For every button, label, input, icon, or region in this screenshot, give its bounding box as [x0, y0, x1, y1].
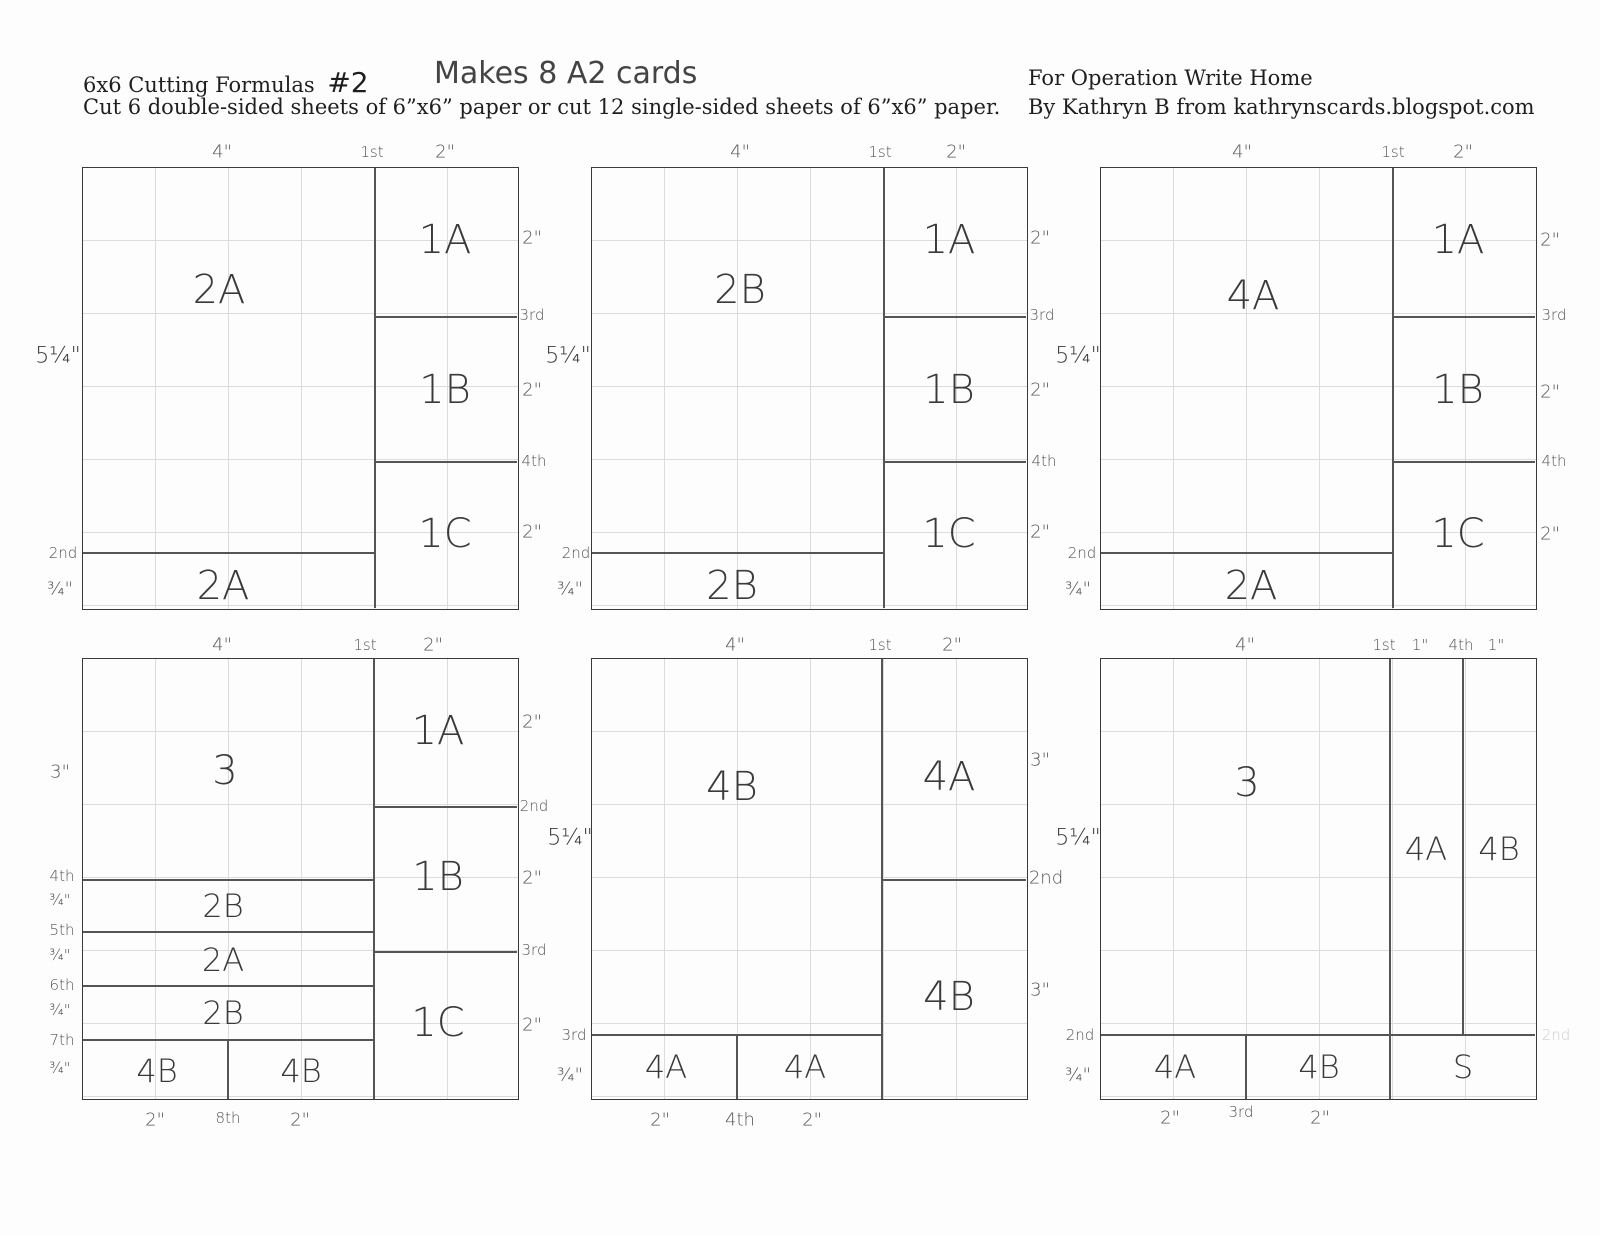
right-dim: 2": [522, 227, 542, 249]
bottom-cut: 4th: [725, 1109, 755, 1131]
top-dim: 2": [1453, 141, 1473, 163]
bottom-cut: 3rd: [1228, 1103, 1254, 1121]
right-dim: 2": [522, 379, 542, 401]
cut-line-1st: [373, 659, 375, 1099]
piece-label: S: [1452, 1048, 1474, 1086]
left-dim: ¾": [557, 578, 583, 600]
right-dim: 2": [1540, 229, 1560, 251]
paper-sheet: [82, 658, 519, 1100]
bottom-dim: 2": [145, 1109, 165, 1131]
piece-label: 2B: [706, 563, 758, 609]
header-title: 6x6 Cutting Formulas: [83, 73, 315, 97]
cut-line-2nd: [373, 806, 517, 808]
cut-line-1st: [1392, 168, 1394, 608]
right-dim: 2": [522, 711, 542, 733]
left-dim: ¾": [49, 1059, 71, 1077]
left-dim: 5¼": [35, 343, 81, 369]
right-dim: 3": [1030, 749, 1050, 771]
cut-line-3rd: [373, 951, 517, 953]
piece-label: 2B: [714, 267, 766, 313]
cut-line-4th: [736, 1034, 738, 1099]
left-dim: ¾": [47, 578, 73, 600]
piece-label: 1B: [412, 854, 464, 900]
left-cut: 5th: [49, 921, 75, 939]
piece-label: 3: [212, 748, 238, 794]
cut-line-2nd: [83, 552, 374, 554]
top-dim: 1": [1487, 636, 1505, 654]
bottom-cut: 8th: [215, 1109, 241, 1127]
paper-sheet: [1100, 167, 1537, 610]
piece-label: 4A: [644, 1048, 688, 1086]
piece-label: 4B: [923, 974, 975, 1020]
cut-line-2nd: [592, 552, 883, 554]
piece-label: 4B: [280, 1052, 322, 1090]
right-cut: 4th: [521, 452, 547, 470]
cut-line-4th: [883, 461, 1026, 463]
cut-line-6th: [83, 985, 373, 987]
header-number: #2: [327, 66, 369, 99]
right-dim: 2": [1030, 227, 1050, 249]
piece-label: 4A: [783, 1048, 827, 1086]
piece-label: 1C: [411, 1000, 465, 1046]
right-cut: 4th: [1541, 452, 1567, 470]
right-dim: 2": [1030, 521, 1050, 543]
cut-line-2nd: [1101, 552, 1392, 554]
top-dim: 2": [423, 634, 443, 656]
left-cut: 3rd: [561, 1026, 587, 1044]
left-cut: 6th: [49, 976, 75, 994]
right-cut: 3rd: [521, 941, 547, 959]
cut-line-1st: [1389, 659, 1391, 1099]
piece-label: 1A: [922, 217, 976, 263]
right-dim: 2": [1540, 523, 1560, 545]
left-dim: 5¼": [545, 343, 591, 369]
right-dim: 2": [1540, 381, 1560, 403]
cut-line-4th: [374, 461, 517, 463]
left-dim: ¾": [49, 946, 71, 964]
top-dim: 2": [435, 141, 455, 163]
cut-line-3rd: [374, 316, 517, 318]
piece-label: 1B: [923, 367, 975, 413]
top-cut: 1st: [868, 143, 892, 161]
left-dim: 5¼": [1055, 825, 1101, 851]
piece-label: 4B: [706, 764, 758, 810]
top-cut: 1st: [360, 143, 384, 161]
right-cut: 4th: [1031, 452, 1057, 470]
piece-label: 3: [1234, 760, 1260, 806]
piece-label: 2B: [202, 887, 244, 925]
paper-sheet: [1100, 658, 1537, 1100]
cut-line-3rd: [883, 316, 1026, 318]
right-dim: 2": [1030, 379, 1050, 401]
cut-line-4th: [83, 879, 373, 881]
paper-sheet: [82, 167, 519, 610]
bottom-dim: 2": [290, 1109, 310, 1131]
bottom-dim: 2": [802, 1109, 822, 1131]
top-dim: 4": [1235, 634, 1255, 656]
piece-label: 4A: [1153, 1048, 1197, 1086]
left-dim: 5¼": [1055, 343, 1101, 369]
piece-label: 1B: [1432, 367, 1484, 413]
left-cut: 2nd: [1065, 1026, 1095, 1044]
cut-line-1st: [374, 168, 376, 608]
makes-note: Makes 8 A2 cards: [434, 56, 698, 91]
top-dim: 4": [725, 634, 745, 656]
cut-line-1st: [883, 168, 885, 608]
top-dim: 4": [212, 141, 232, 163]
piece-label: 1C: [922, 511, 976, 557]
left-cut: 2nd: [1067, 544, 1097, 562]
top-cut: 1st: [1372, 636, 1396, 654]
paper-sheet: [591, 658, 1028, 1100]
right-dim: 2": [522, 521, 542, 543]
piece-label: 1C: [418, 511, 472, 557]
cut-line-4th: [1462, 659, 1464, 1034]
left-dim: ¾": [1065, 578, 1091, 600]
top-dim: 2": [942, 634, 962, 656]
right-dim: 2": [522, 867, 542, 889]
author-line: By Kathryn B from kathrynscards.blogspot.com: [1028, 95, 1535, 119]
cut-line-2nd: [1101, 1034, 1535, 1036]
cut-line-5th: [83, 931, 373, 933]
left-cut: 4th: [49, 867, 75, 885]
piece-label: 4A: [1226, 273, 1280, 319]
top-cut: 4th: [1448, 636, 1474, 654]
left-dim: ¾": [49, 1001, 71, 1019]
left-dim: ¾": [1065, 1064, 1091, 1086]
cut-line-3rd: [1392, 316, 1535, 318]
left-dim: ¾": [557, 1064, 583, 1086]
right-cut: 3rd: [519, 306, 545, 324]
right-cut: 3rd: [1541, 306, 1567, 324]
piece-label: 2A: [201, 941, 245, 979]
top-cut: 1st: [1381, 143, 1405, 161]
piece-label: 2B: [202, 994, 244, 1032]
right-cut: 2nd: [1028, 867, 1064, 889]
top-dim: 4": [212, 634, 232, 656]
left-cut: 7th: [49, 1031, 75, 1049]
top-dim: 4": [1232, 141, 1252, 163]
top-dim: 2": [946, 141, 966, 163]
right-dim: 2": [522, 1014, 542, 1036]
top-dim: 4": [730, 141, 750, 163]
piece-label: 2A: [192, 267, 246, 313]
paper-sheet: [591, 167, 1028, 610]
left-cut: 2nd: [561, 544, 591, 562]
piece-label: 1C: [1431, 511, 1485, 557]
piece-label: 1A: [1431, 217, 1485, 263]
right-cut: 3rd: [1029, 306, 1055, 324]
bottom-dim: 2": [650, 1109, 670, 1131]
top-cut: 1st: [353, 636, 377, 654]
left-dim: 5¼": [547, 825, 593, 851]
piece-label: 2A: [196, 563, 250, 609]
left-dim: ¾": [49, 891, 71, 909]
bottom-dim: 2": [1160, 1107, 1180, 1129]
cut-line-2nd: [881, 879, 1026, 881]
top-dim: 1": [1411, 636, 1429, 654]
right-dim: 3": [1030, 979, 1050, 1001]
piece-label: 2A: [1224, 563, 1278, 609]
cut-line-3rd: [1245, 1034, 1247, 1099]
bottom-dim: 2": [1310, 1107, 1330, 1129]
piece-label: 1A: [411, 708, 465, 754]
cut-line-8th: [227, 1039, 229, 1099]
piece-label: 1B: [419, 367, 471, 413]
right-cut: 2nd: [1541, 1026, 1571, 1044]
instructions: Cut 6 double-sided sheets of 6”x6” paper or cut 12 single-sided sheets of 6”x6” paper.: [83, 95, 1001, 119]
left-cut: 2nd: [48, 544, 78, 562]
piece-label: 4A: [1404, 830, 1448, 868]
piece-label: 4A: [922, 754, 976, 800]
top-cut: 1st: [868, 636, 892, 654]
piece-label: 4B: [136, 1052, 178, 1090]
left-dim: 3": [50, 761, 70, 783]
cut-line-4th: [1392, 461, 1535, 463]
right-cut: 2nd: [519, 797, 549, 815]
piece-label: 4B: [1298, 1048, 1340, 1086]
piece-label: 4B: [1478, 830, 1520, 868]
piece-label: 1A: [418, 217, 472, 263]
operation-label: For Operation Write Home: [1028, 66, 1313, 90]
